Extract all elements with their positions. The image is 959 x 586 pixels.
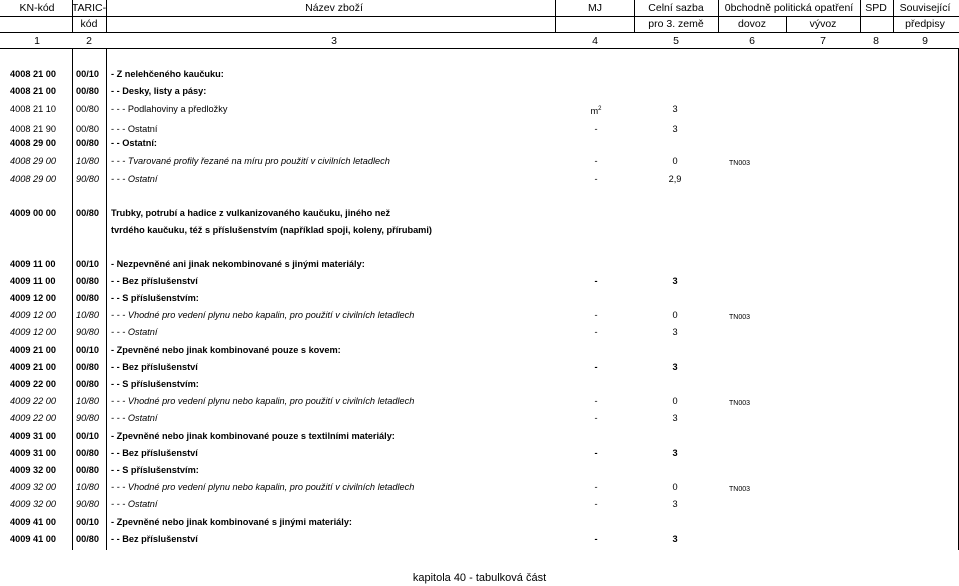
kn-code-cell: 4009 32 00 bbox=[10, 499, 56, 509]
unit-cell bbox=[591, 104, 602, 117]
description-cell: - Z nelehčeného kaučuku: bbox=[111, 69, 224, 79]
table-row bbox=[0, 359, 959, 376]
duty-rate-cell: 3 bbox=[672, 276, 678, 286]
table-row bbox=[0, 445, 959, 462]
duty-rate-cell: 0 bbox=[672, 482, 678, 492]
column-number: 7 bbox=[820, 35, 826, 47]
header-column-divider bbox=[634, 0, 635, 33]
kn-code-cell: 4008 21 00 bbox=[10, 69, 56, 79]
description-cell: - - Desky, listy a pásy: bbox=[111, 86, 207, 96]
table-row bbox=[0, 393, 959, 410]
description-cell: - - Bez příslušenství bbox=[111, 276, 198, 286]
kn-code-cell: 4008 29 00 bbox=[10, 138, 56, 148]
header-divider bbox=[0, 32, 959, 33]
unit-cell: - bbox=[594, 327, 598, 337]
reference-cell: TN003 bbox=[729, 400, 751, 407]
taric-code-cell: 10/80 bbox=[76, 482, 99, 492]
kn-code-cell: 4009 11 00 bbox=[10, 276, 56, 286]
table-row bbox=[0, 101, 959, 118]
taric-code-cell: 00/80 bbox=[76, 124, 99, 134]
kn-code-cell: 4008 21 90 bbox=[10, 124, 56, 134]
reference-cell: TN003 bbox=[729, 314, 751, 321]
duty-rate-cell: 3 bbox=[672, 327, 678, 337]
table-row bbox=[0, 222, 959, 239]
header-divider bbox=[0, 16, 959, 17]
table-row bbox=[0, 256, 959, 273]
column-number: 5 bbox=[673, 35, 679, 47]
taric-code-cell: 00/80 bbox=[76, 379, 99, 389]
table-row bbox=[0, 514, 959, 531]
kn-code-cell: 4009 00 00 bbox=[10, 208, 56, 218]
column-number: 2 bbox=[86, 35, 92, 47]
kn-code-cell: 4009 31 00 bbox=[10, 431, 56, 441]
unit-cell: - bbox=[594, 499, 598, 509]
description-cell: - - - Podlahoviny a předložky bbox=[111, 104, 228, 114]
header-souvisejici: Související bbox=[899, 2, 951, 14]
header-celni-sazba: Celní sazba bbox=[648, 2, 704, 14]
taric-code-cell: 00/10 bbox=[76, 69, 99, 79]
header-column-divider bbox=[786, 16, 787, 33]
taric-code-cell: 00/80 bbox=[76, 448, 99, 458]
taric-code-cell: 00/10 bbox=[76, 259, 99, 269]
table-row bbox=[0, 479, 959, 496]
table-row bbox=[0, 324, 959, 341]
header-column-divider bbox=[893, 0, 894, 33]
description-cell: - - Bez příslušenství bbox=[111, 448, 198, 458]
description-cell: - - Ostatní: bbox=[111, 138, 157, 148]
kn-code-cell: 4009 22 00 bbox=[10, 379, 56, 389]
taric-code-cell: 00/80 bbox=[76, 276, 99, 286]
header-spd: SPD bbox=[865, 2, 887, 14]
description-cell: tvrdého kaučuku, též s příslušenstvím (například spoji, koleny, přírubami) bbox=[111, 225, 432, 235]
kn-code-cell: 4008 21 10 bbox=[10, 104, 56, 114]
taric-code-cell: 10/80 bbox=[76, 156, 99, 166]
duty-rate-cell: 3 bbox=[672, 413, 678, 423]
kn-code-cell: 4009 22 00 bbox=[10, 413, 56, 423]
duty-rate-cell: 0 bbox=[672, 396, 678, 406]
table-row bbox=[0, 153, 959, 170]
description-cell: - - - Ostatní bbox=[111, 499, 158, 509]
kn-code-cell: 4009 41 00 bbox=[10, 517, 56, 527]
description-cell: - - - Ostatní bbox=[111, 413, 158, 423]
taric-code-cell: 00/80 bbox=[76, 293, 99, 303]
header-dovoz: dovoz bbox=[737, 18, 767, 30]
table-row bbox=[0, 205, 959, 222]
description-cell: - - - Ostatní bbox=[111, 174, 158, 184]
unit-cell: - bbox=[594, 276, 598, 286]
table-row bbox=[0, 171, 959, 188]
column-number: 4 bbox=[592, 35, 598, 47]
taric-code-cell: 10/80 bbox=[76, 310, 99, 320]
header-mj: MJ bbox=[588, 2, 602, 14]
header-taric: TARIC- bbox=[71, 2, 107, 14]
kn-code-cell: 4009 41 00 bbox=[10, 534, 56, 544]
taric-code-cell: 90/80 bbox=[76, 499, 99, 509]
duty-rate-cell: 3 bbox=[672, 362, 678, 372]
kn-code-cell: 4008 21 00 bbox=[10, 86, 56, 96]
header-kn-kod: KN-kód bbox=[19, 2, 55, 14]
header-nazev-zbozi: Název zboží bbox=[305, 2, 363, 14]
kn-code-cell: 4009 11 00 bbox=[10, 259, 56, 269]
taric-code-cell: 00/80 bbox=[76, 534, 99, 544]
header-pro-3-zeme: pro 3. země bbox=[648, 18, 704, 30]
kn-code-cell: 4009 21 00 bbox=[10, 362, 56, 372]
description-cell: - Zpevněné nebo jinak kombinované s jinými materiály: bbox=[111, 517, 352, 527]
taric-code-cell: 90/80 bbox=[76, 413, 99, 423]
unit-cell: - bbox=[594, 413, 598, 423]
duty-rate-cell: 3 bbox=[672, 104, 678, 114]
header-column-divider bbox=[860, 0, 861, 33]
description-cell: - - - Vhodné pro vedení plynu nebo kapalin, pro použití v civilních letadlech bbox=[111, 482, 415, 492]
taric-code-cell: 90/80 bbox=[76, 327, 99, 337]
duty-rate-cell: 2,9 bbox=[668, 174, 682, 184]
taric-code-cell: 00/80 bbox=[76, 104, 99, 114]
duty-rate-cell: 3 bbox=[672, 124, 678, 134]
column-number: 6 bbox=[749, 35, 755, 47]
unit-cell: - bbox=[594, 396, 598, 406]
unit-cell: - bbox=[594, 156, 598, 166]
kn-code-cell: 4008 29 00 bbox=[10, 156, 56, 166]
unit-cell: - bbox=[594, 174, 598, 184]
column-number: 8 bbox=[873, 35, 879, 47]
taric-code-cell: 00/80 bbox=[76, 362, 99, 372]
description-cell: - Zpevněné nebo jinak kombinované pouze s kovem: bbox=[111, 345, 341, 355]
table-row bbox=[0, 273, 959, 290]
unit-cell: - bbox=[594, 448, 598, 458]
duty-rate-cell: 3 bbox=[672, 499, 678, 509]
table-row bbox=[0, 307, 959, 324]
taric-code-cell: 00/10 bbox=[76, 517, 99, 527]
table-row bbox=[0, 428, 959, 445]
header-kod: kód bbox=[80, 18, 98, 30]
unit-cell: - bbox=[594, 124, 598, 134]
kn-code-cell: 4009 32 00 bbox=[10, 482, 56, 492]
header-opatreni: 0bchodně politická opatření bbox=[724, 2, 854, 14]
kn-code-cell: 4009 22 00 bbox=[10, 396, 56, 406]
column-number: 3 bbox=[331, 35, 337, 47]
table-row bbox=[0, 135, 959, 152]
description-cell: - - - Ostatní bbox=[111, 327, 158, 337]
header-column-divider bbox=[555, 0, 556, 33]
description-cell: - Zpevněné nebo jinak kombinované pouze s textilními materiály: bbox=[111, 431, 395, 441]
table-header bbox=[0, 0, 959, 49]
taric-code-cell: 90/80 bbox=[76, 174, 99, 184]
header-column-divider bbox=[718, 0, 719, 33]
kn-code-cell: 4009 21 00 bbox=[10, 345, 56, 355]
column-number: 1 bbox=[34, 35, 40, 47]
description-cell: - - S příslušenstvím: bbox=[111, 465, 199, 475]
kn-code-cell: 4009 32 00 bbox=[10, 465, 56, 475]
table-row bbox=[0, 342, 959, 359]
unit-cell: - bbox=[594, 310, 598, 320]
table-row bbox=[0, 66, 959, 83]
taric-code-cell: 00/10 bbox=[76, 431, 99, 441]
reference-cell: TN003 bbox=[729, 160, 751, 167]
header-predpisy: předpisy bbox=[905, 18, 945, 30]
reference-cell: TN003 bbox=[729, 486, 751, 493]
description-cell: - - Bez příslušenství bbox=[111, 534, 198, 544]
table-row bbox=[0, 462, 959, 479]
table-row bbox=[0, 290, 959, 307]
column-number: 9 bbox=[922, 35, 928, 47]
table-row bbox=[0, 376, 959, 393]
duty-rate-cell: 3 bbox=[672, 534, 678, 544]
duty-rate-cell: 0 bbox=[672, 310, 678, 320]
taric-code-cell: 00/80 bbox=[76, 138, 99, 148]
unit-base: m bbox=[590, 106, 599, 117]
description-cell: - - S příslušenstvím: bbox=[111, 379, 199, 389]
page-footer: kapitola 40 - tabulková část bbox=[412, 572, 547, 584]
description-cell: - Nezpevněné ani jinak nekombinované s jinými materiály: bbox=[111, 259, 365, 269]
taric-code-cell: 00/80 bbox=[76, 208, 99, 218]
table-row bbox=[0, 410, 959, 427]
table-row bbox=[0, 496, 959, 513]
unit-cell: - bbox=[594, 482, 598, 492]
taric-code-cell: 00/80 bbox=[76, 86, 99, 96]
table-row bbox=[0, 83, 959, 100]
description-cell: Trubky, potrubí a hadice z vulkanizovaného kaučuku, jiného než bbox=[111, 208, 391, 218]
description-cell: - - S příslušenstvím: bbox=[111, 293, 199, 303]
table-row bbox=[0, 531, 959, 548]
kn-code-cell: 4009 12 00 bbox=[10, 293, 56, 303]
header-vyvoz: vývoz bbox=[809, 18, 837, 30]
kn-code-cell: 4008 29 00 bbox=[10, 174, 56, 184]
taric-code-cell: 00/80 bbox=[76, 465, 99, 475]
kn-code-cell: 4009 31 00 bbox=[10, 448, 56, 458]
kn-code-cell: 4009 12 00 bbox=[10, 327, 56, 337]
duty-rate-cell: 0 bbox=[672, 156, 678, 166]
header-column-divider bbox=[106, 0, 107, 33]
description-cell: - - - Ostatní bbox=[111, 124, 158, 134]
description-cell: - - Bez příslušenství bbox=[111, 362, 198, 372]
taric-code-cell: 00/10 bbox=[76, 345, 99, 355]
unit-cell: - bbox=[594, 534, 598, 544]
unit-cell: - bbox=[594, 362, 598, 372]
description-cell: - - - Vhodné pro vedení plynu nebo kapalin, pro použití v civilních letadlech bbox=[111, 396, 415, 406]
description-cell: - - - Tvarované profily řezané na míru pro použití v civilních letadlech bbox=[111, 156, 390, 166]
description-cell: - - - Vhodné pro vedení plynu nebo kapalin, pro použití v civilních letadlech bbox=[111, 310, 415, 320]
unit-superscript: 2 bbox=[598, 106, 602, 112]
duty-rate-cell: 3 bbox=[672, 448, 678, 458]
taric-code-cell: 10/80 bbox=[76, 396, 99, 406]
kn-code-cell: 4009 12 00 bbox=[10, 310, 56, 320]
